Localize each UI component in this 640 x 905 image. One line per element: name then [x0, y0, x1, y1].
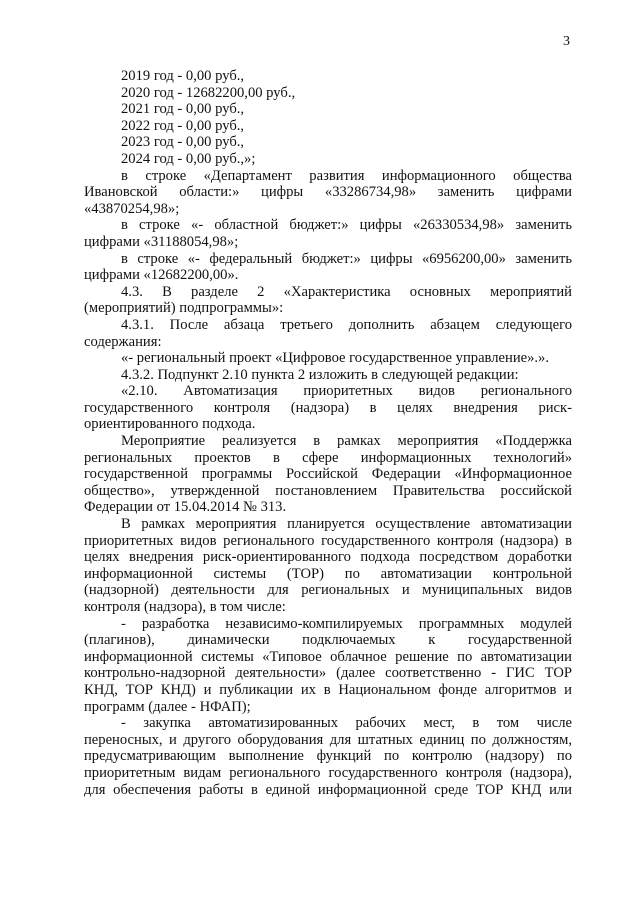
text-line: 2019 год - 0,00 руб., [121, 68, 245, 84]
text-line: содержания: [84, 333, 162, 350]
text-line: программ (далее - НФАП); [84, 698, 251, 715]
text-line: 4.3.1. После абзаца третьего дополнить абзацем следующего [121, 316, 572, 333]
text-line: цифрами «12682200,00». [84, 267, 239, 284]
text-line: государственного контроля (надзора) в целях внедрения риск- [84, 399, 572, 416]
text-line: информационной системы «Типовое облачное решение по автоматизации [84, 648, 572, 665]
text-line: (надзорной) деятельности для региональных и муниципальных видов [84, 582, 572, 599]
text-line: приоритетных видов регионального государственного контроля (надзора) в [84, 532, 572, 549]
text-line: Ивановской области:» цифры «33286734,98» заменить цифрами [84, 184, 572, 201]
text-line: целях внедрения риск-ориентированного подхода посредством доработки [84, 549, 572, 566]
text-line: «2.10. Автоматизация приоритетных видов регионального [121, 383, 572, 400]
text-line: в строке «- федеральный бюджет:» цифры «6956200,00» заменить [121, 250, 572, 267]
text-line: (мероприятий) подпрограммы»: [84, 300, 284, 317]
text-line: 2021 год - 0,00 руб., [121, 101, 245, 118]
page-number: 3 [563, 34, 570, 49]
text-line: «43870254,98»; [84, 200, 180, 217]
text-line: - разработка независимо-компилируемых программных модулей [121, 615, 572, 632]
text-line: контроля (надзора), в том числе: [84, 599, 286, 615]
text-line: для обеспечения работы в единой информационной среде ТОР КНД или [84, 781, 572, 798]
text-line: приоритетным видам регионального государственного контроля (надзора), [84, 764, 572, 781]
text-line: предусматривающим выполнение функций по контролю (надзору) по [84, 748, 572, 765]
text-line: 4.3. В разделе 2 «Характеристика основных мероприятий [121, 283, 572, 300]
text-line: Федерации от 15.04.2014 № 313. [84, 499, 287, 516]
document-body [84, 68, 572, 798]
text-line: 4.3.2. Подпункт 2.10 пункта 2 изложить в следующей редакции: [121, 366, 519, 383]
text-line: 2020 год - 12682200,00 руб., [121, 84, 296, 101]
text-line: общество», утвержденной постановлением Правительства российской [84, 482, 572, 499]
text-line: 2022 год - 0,00 руб., [121, 117, 245, 134]
text-line: переносных, и другого оборудования для штатных единиц по должностям, [84, 731, 572, 748]
text-line: КНД, ТОР КНД) и публикации их в Национальном фонде алгоритмов и [84, 681, 572, 698]
text-line: в строке «Департамент развития информационного общества [121, 167, 572, 184]
text-line: (плагинов), динамически подключаемых к государственной [84, 632, 572, 649]
text-line: - закупка автоматизированных рабочих мест, в том числе [121, 715, 572, 732]
text-line: информационной системы (ТОР) по автоматизации контрольной [84, 565, 572, 582]
text-line: 2023 год - 0,00 руб., [121, 134, 245, 151]
text-line: региональных проектов в сфере информационных технологий» [84, 449, 572, 466]
text-line: ориентированного подхода. [84, 416, 256, 433]
text-line: 2024 год - 0,00 руб.,»; [121, 150, 256, 167]
text-line: контрольно-надзорной деятельности» (далее соответственно - ГИС ТОР [84, 665, 572, 682]
text-line: цифрами «31188054,98»; [84, 233, 239, 250]
text-line: в строке «- областной бюджет:» цифры «26330534,98» заменить [121, 217, 572, 234]
text-line: государственной программы Российской Федерации «Информационное [84, 466, 572, 483]
text-line: Мероприятие реализуется в рамках мероприятия «Поддержка [121, 433, 572, 450]
text-line: В рамках мероприятия планируется осуществление автоматизации [121, 516, 572, 533]
text-line: «- региональный проект «Цифровое государственное управление».». [121, 350, 549, 367]
